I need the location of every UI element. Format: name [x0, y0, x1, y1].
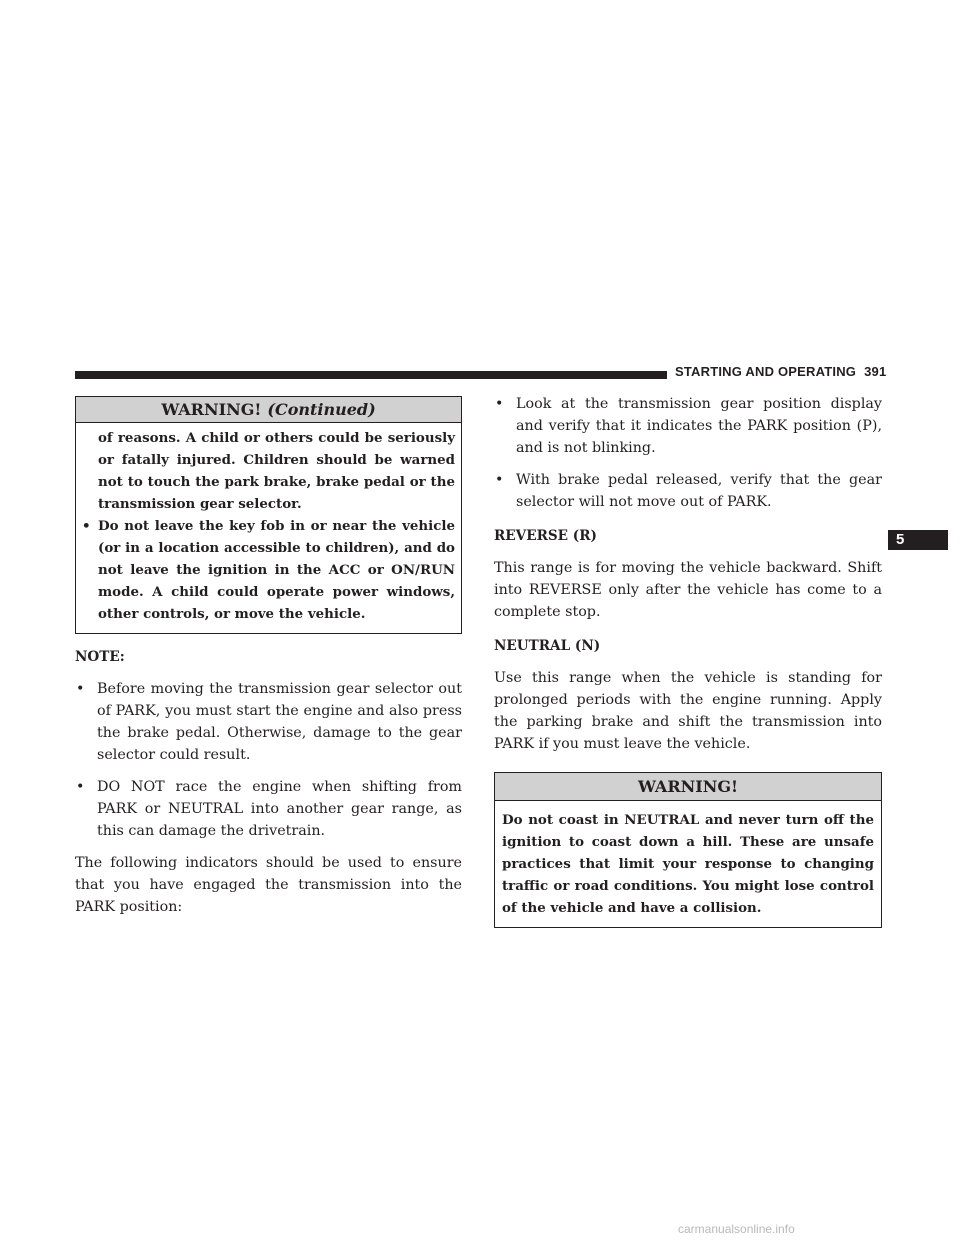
neutral-heading: NEUTRAL (N)	[494, 638, 601, 654]
warning-neutral-header: WARNING!	[495, 773, 881, 801]
bullet-icon: •	[495, 472, 504, 488]
warning-neutral-body	[495, 801, 881, 927]
warning-continued-label: (Continued)	[267, 400, 376, 419]
section-title: STARTING AND OPERATING	[675, 364, 857, 379]
note-bullet-text: Before moving the transmission gear selector out of PARK, you must start the engine and also press the brake pedal. Otherwise, damage to the gear selector could result.	[97, 681, 462, 763]
bullet-icon: •	[76, 779, 85, 795]
park-indicator-text: Look at the transmission gear position display and verify that it indicates the PARK position (P), and is not blinking.	[516, 396, 882, 456]
watermark-footer: carmanualsonline.info	[678, 1222, 795, 1236]
bullet-icon: •	[76, 681, 85, 697]
right-column	[494, 396, 882, 928]
warning-continued-body	[76, 423, 461, 633]
note-bullet	[75, 776, 462, 842]
bullet-icon: •	[82, 518, 91, 534]
note-bullet-text: DO NOT race the engine when shifting from PARK or NEUTRAL into another gear range, as this can damage the drivetrain.	[97, 779, 462, 839]
warning-continued-header	[76, 397, 461, 423]
chapter-tab: 5	[888, 530, 948, 550]
park-indicator-text: With brake pedal released, verify that the gear selector will not move out of PARK.	[516, 472, 882, 510]
note-bullet	[75, 678, 462, 766]
left-column	[75, 396, 462, 918]
warning-bullet	[82, 515, 455, 625]
running-header	[675, 364, 885, 379]
neutral-text: Use this range when the vehicle is standing for prolonged periods with the engine running. Apply the parking brake and shift the transmission into PARK if you must leave the vehicle.	[494, 670, 882, 752]
bullet-icon: •	[495, 396, 504, 412]
warning-continued-box	[75, 396, 462, 634]
page-number: 391	[864, 364, 887, 379]
header-rule	[75, 371, 667, 379]
park-indicator-bullet	[494, 469, 882, 513]
warning-title: WARNING!	[161, 400, 262, 419]
reverse-text: This range is for moving the vehicle backward. Shift into REVERSE only after the vehicle has come to a complete stop.	[494, 560, 882, 620]
park-indicators-intro: The following indicators should be used to ensure that you have engaged the transmission into the PARK position:	[75, 855, 462, 915]
reverse-heading: REVERSE (R)	[494, 528, 597, 544]
warning-lead-text: of reasons. A child or others could be seriously or fatally injured. Children should be warned not to touch the park brake, brake pedal or the transmission gear selector.	[98, 430, 455, 512]
park-indicator-bullet	[494, 393, 882, 459]
warning-neutral-text: Do not coast in NEUTRAL and never turn off the ignition to coast down a hill. These are unsafe practices that limit your response to changing traffic or road conditions. You might lose control of the vehicle and have a collision.	[502, 812, 874, 916]
warning-neutral-box	[494, 772, 882, 928]
warning-bullet-text: Do not leave the key fob in or near the vehicle (or in a location accessible to children), and do not leave the ignition in the ACC or ON/RUN mode. A child could operate power windows, other controls, or move the vehicle.	[98, 518, 455, 622]
note-heading: NOTE:	[75, 649, 125, 665]
